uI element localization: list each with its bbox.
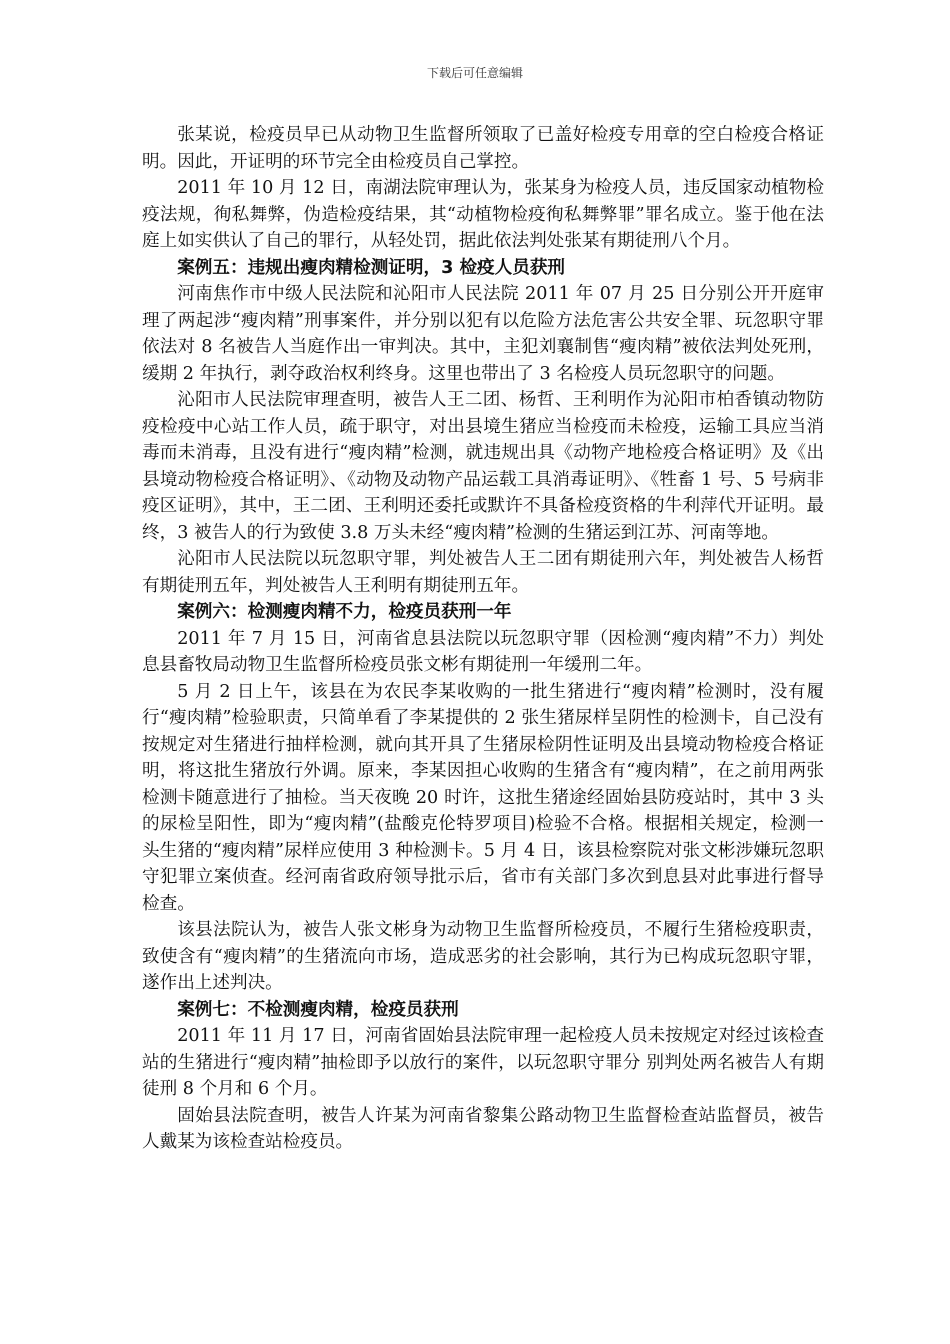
- paragraph: 该县法院认为，被告人张文彬身为动物卫生监督所检疫员，不履行生猪检疫职责，致使含有“瘦肉精”的生猪流向市场，造成恶劣的社会影响，其行为已构成玩忽职守罪，遂作出上述判决。: [142, 920, 824, 993]
- paragraph: 2011 年 7 月 15 日，河南省息县法院以玩忽职守罪（因检测“瘦肉精”不力）判处息县畜牧局动物卫生监督所检疫员张文彬有期徒刑一年缓刑二年。: [142, 628, 824, 675]
- paragraph: 2011 年 10 月 12 日，南湖法院审理认为，张某身为检疫人员，违反国家动植物检疫法规，徇私舞弊，伪造检疫结果，其“动植物检疫徇私舞弊罪”罪名成立。鉴于他在法庭上如实供认了自己的罪行，从轻处罚，据此依法判处张某有期徒刑八个月。: [142, 178, 824, 251]
- case-heading: 案例七：不检测瘦肉精，检疫员获刑: [177, 999, 459, 1020]
- paragraph: 河南焦作市中级人民法院和沁阳市人民法院 2011 年 07 月 25 日分别公开开庭审理了两起涉“瘦肉精”刑事案件，并分别以犯有以危险方法危害公共安全罪、玩忽职守罪依法对 8 名被告人当庭作出一审判决。其中，主犯刘襄制售“瘦肉精”被依法判处死刑，缓期 2 年执行，剥夺政治权利终身。这里也带出了 3 名检疫人员玩忽职守的问题。: [142, 284, 824, 384]
- paragraph: 2011 年 11 月 17 日，河南省固始县法院审理一起检疫人员未按规定对经过该检查站的生猪进行“瘦肉精”抽检即予以放行的案件，以玩忽职守罪分 别判处两名被告人有期徒刑 8 个月和 6 个月。: [142, 1026, 824, 1099]
- case-heading: 案例六：检测瘦肉精不力，检疫员获刑一年: [177, 602, 512, 622]
- case-heading: 案例五：违规出瘦肉精检测证明，3 检疫人员获刑: [177, 257, 566, 278]
- paragraph: 5 月 2 日上午，该县在为农民李某收购的一批生猪进行“瘦肉精”检测时，没有履行“瘦肉精”检验职责，只简单看了李某提供的 2 张生猪尿样呈阴性的检测卡，自己没有按规定对生猪进行抽样检测，就向其开具了生猪尿检阴性证明及出县境动物检疫合格证明，将这批生猪放行外调。原来，李某因担心收购的生猪含有“瘦肉精”，在之前用两张检测卡随意进行了抽检。当天夜晚 20 时许，这批生猪途经固始县防疫站时，其中 3 头的尿检呈阳性，即为“瘦肉精”(盐酸克伦特罗项目)检验不合格。根据相关规定，检测一头生猪的“瘦肉精”尿样应使用 3 种检测卡。5 月 4 日，该县检察院对张文彬涉嫌玩忽职守犯罪立案侦查。经河南省政府领导批示后，省市有关部门多次到息县对此事进行督导检查。: [142, 681, 824, 914]
- paragraph: 固始县法院查明，被告人许某为河南省黎集公路动物卫生监督检查站监督员，被告人戴某为该检查站检疫员。: [142, 1105, 824, 1152]
- document-body: [142, 122, 824, 1156]
- paragraph: 沁阳市人民法院审理查明，被告人王二团、杨哲、王利明作为沁阳市柏香镇动物防疫检疫中心站工作人员，疏于职守，对出县境生猪应当检疫而未检疫，运输工具应当消毒而未消毒，且没有进行“瘦肉精”检测，就违规出具《动物产地检疫合格证明》及《出县境动物检疫合格证明》、《动物及动物产品运载工具消毒证明》、《牲畜 1 号、5 号病非疫区证明》，其中，王二团、王利明还委托或默许不具备检疫资格的牛利萍代开证明。最终，3 被告人的行为致使 3.8 万头未经“瘦肉精”检测的生猪运到江苏、河南等地。: [142, 390, 824, 543]
- page-header: 下载后可任意编辑: [426, 66, 523, 80]
- paragraph: 沁阳市人民法院以玩忽职守罪，判处被告人王二团有期徒刑六年，判处被告人杨哲有期徒刑五年，判处被告人王利明有期徒刑五年。: [142, 549, 824, 596]
- paragraph: 张某说，检疫员早已从动物卫生监督所领取了已盖好检疫专用章的空白检疫合格证明。因此，开证明的环节完全由检疫员自己掌控。: [142, 125, 824, 172]
